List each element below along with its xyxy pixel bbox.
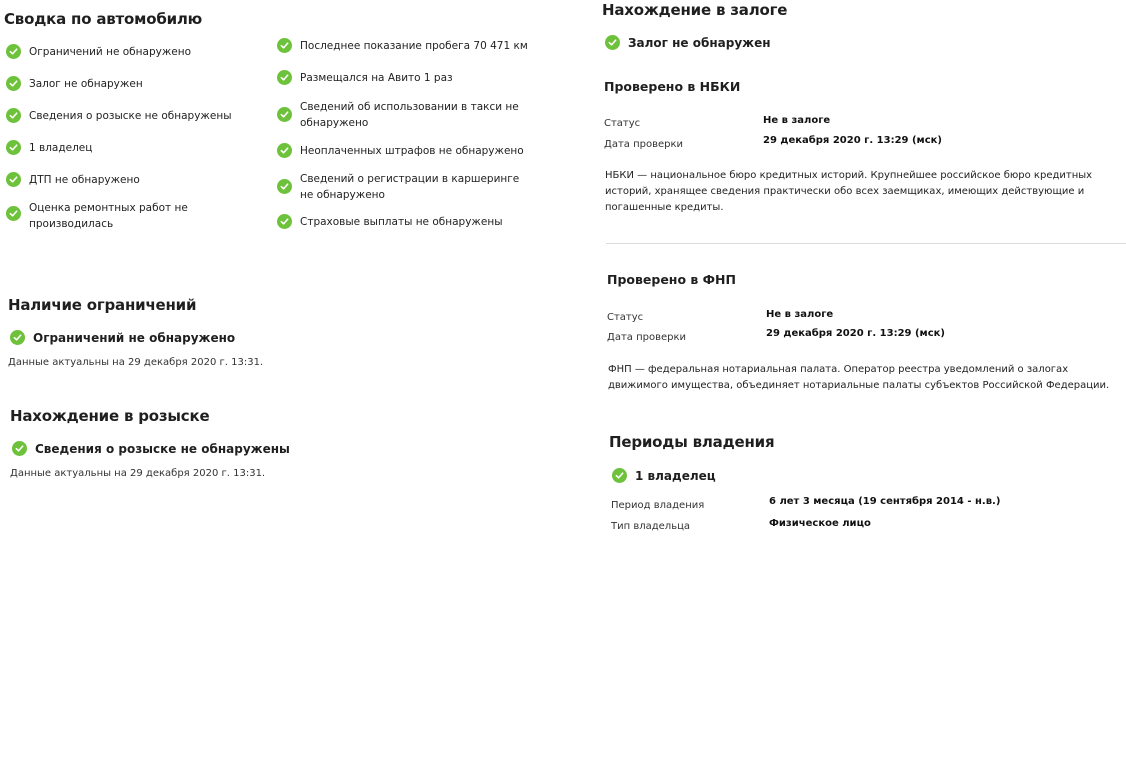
summary-item-label: 1 владелец: [29, 142, 93, 154]
check-circle-icon: [277, 70, 292, 85]
summary-item: [277, 143, 547, 159]
summary-item: [6, 108, 256, 124]
summary-item-label: Ограничений не обнаружено: [29, 46, 192, 58]
fnp-title: Проверено в ФНП: [607, 272, 736, 287]
nbki-status-value: Не в залоге: [763, 115, 831, 126]
summary-item-label: Неоплаченных штрафов не обнаружено: [300, 145, 524, 157]
wanted-status: [12, 441, 290, 457]
ownership-period-label: Период владения: [611, 500, 705, 511]
summary-item: [277, 38, 547, 54]
ownership-status-label: 1 владелец: [635, 469, 716, 483]
summary-item: [6, 140, 256, 156]
ownership-title: Периоды владения: [609, 433, 775, 451]
ownership-status: [612, 468, 716, 484]
wanted-title: Нахождение в розыске: [10, 407, 210, 425]
wanted-status-label: Сведения о розыске не обнаружены: [35, 442, 290, 456]
restrictions-note: Данные актуальны на 29 декабря 2020 г. 13:31.: [8, 357, 264, 368]
summary-item-label: ДТП не обнаружено: [29, 174, 140, 186]
ownership-period-value: 6 лет 3 месяца (19 сентября 2014 - н.в.): [769, 496, 1001, 507]
ownership-type-label: Тип владельца: [611, 521, 691, 532]
summary-item-label: Оценка ремонтных работ не производилась: [29, 202, 188, 230]
summary-item-label: Залог не обнаружен: [29, 78, 143, 90]
summary-item-label: Сведения о розыске не обнаружены: [29, 110, 232, 122]
ownership-type-value: Физическое лицо: [769, 518, 871, 529]
check-circle-icon: [277, 107, 292, 122]
summary-item: [277, 171, 532, 203]
summary-title: Сводка по автомобилю: [4, 10, 203, 28]
summary-item: [6, 76, 256, 92]
summary-item: [6, 44, 256, 60]
divider: [606, 243, 1126, 244]
check-circle-icon: [6, 140, 21, 155]
pledge-title: Нахождение в залоге: [602, 1, 788, 19]
check-circle-icon: [6, 76, 21, 91]
check-circle-icon: [277, 38, 292, 53]
check-circle-icon: [277, 143, 292, 158]
fnp-status-value: Не в залоге: [766, 309, 834, 320]
summary-item: [277, 70, 547, 86]
nbki-status-label: Статус: [604, 118, 641, 129]
fnp-note: ФНП — федеральная нотариальная палата. Оператор реестра уведомлений о залогах движимого имущества, объединяет нотариальные палаты субъектов Российской Федерации.: [608, 364, 1110, 391]
summary-item-label: Последнее показание пробега 70 471 км: [300, 40, 528, 52]
nbki-title: Проверено в НБКИ: [604, 79, 741, 94]
wanted-note: Данные актуальны на 29 декабря 2020 г. 13:31.: [10, 468, 266, 479]
nbki-note: НБКИ — национальное бюро кредитных историй. Крупнейшее российское бюро кредитных историй, хранящее сведения практически обо всех заемщиках, имеющих действующие и погашенные кредиты.: [605, 170, 1093, 213]
check-circle-icon: [6, 206, 21, 221]
check-circle-icon: [605, 35, 620, 50]
summary-item-label: Сведений о регистрации в каршеринге не обнаружено: [300, 173, 520, 201]
check-circle-icon: [6, 44, 21, 59]
check-circle-icon: [6, 108, 21, 123]
summary-item: [6, 172, 256, 188]
check-circle-icon: [10, 330, 25, 345]
fnp-status-label: Статус: [607, 312, 644, 323]
check-circle-icon: [277, 214, 292, 229]
summary-item-label: Размещался на Авито 1 раз: [300, 72, 453, 84]
check-circle-icon: [6, 172, 21, 187]
check-circle-icon: [277, 179, 292, 194]
restrictions-status: [10, 330, 235, 346]
summary-item-label: Сведений об использовании в такси не обнаружено: [300, 101, 519, 129]
nbki-date-value: 29 декабря 2020 г. 13:29 (мск): [763, 135, 942, 146]
fnp-date-value: 29 декабря 2020 г. 13:29 (мск): [766, 328, 945, 339]
summary-right-list: [277, 38, 547, 230]
summary-item: [277, 214, 547, 230]
check-circle-icon: [12, 441, 27, 456]
nbki-date-label: Дата проверки: [604, 139, 684, 150]
restrictions-title: Наличие ограничений: [8, 296, 197, 314]
check-circle-icon: [612, 468, 627, 483]
summary-left-list: [6, 44, 256, 232]
summary-item-label: Страховые выплаты не обнаружены: [300, 216, 503, 228]
pledge-status: [605, 35, 771, 51]
pledge-status-label: Залог не обнаружен: [628, 36, 771, 50]
summary-item: [6, 200, 216, 232]
fnp-date-label: Дата проверки: [607, 332, 687, 343]
restrictions-status-label: Ограничений не обнаружено: [33, 331, 236, 345]
summary-item: [277, 99, 527, 131]
